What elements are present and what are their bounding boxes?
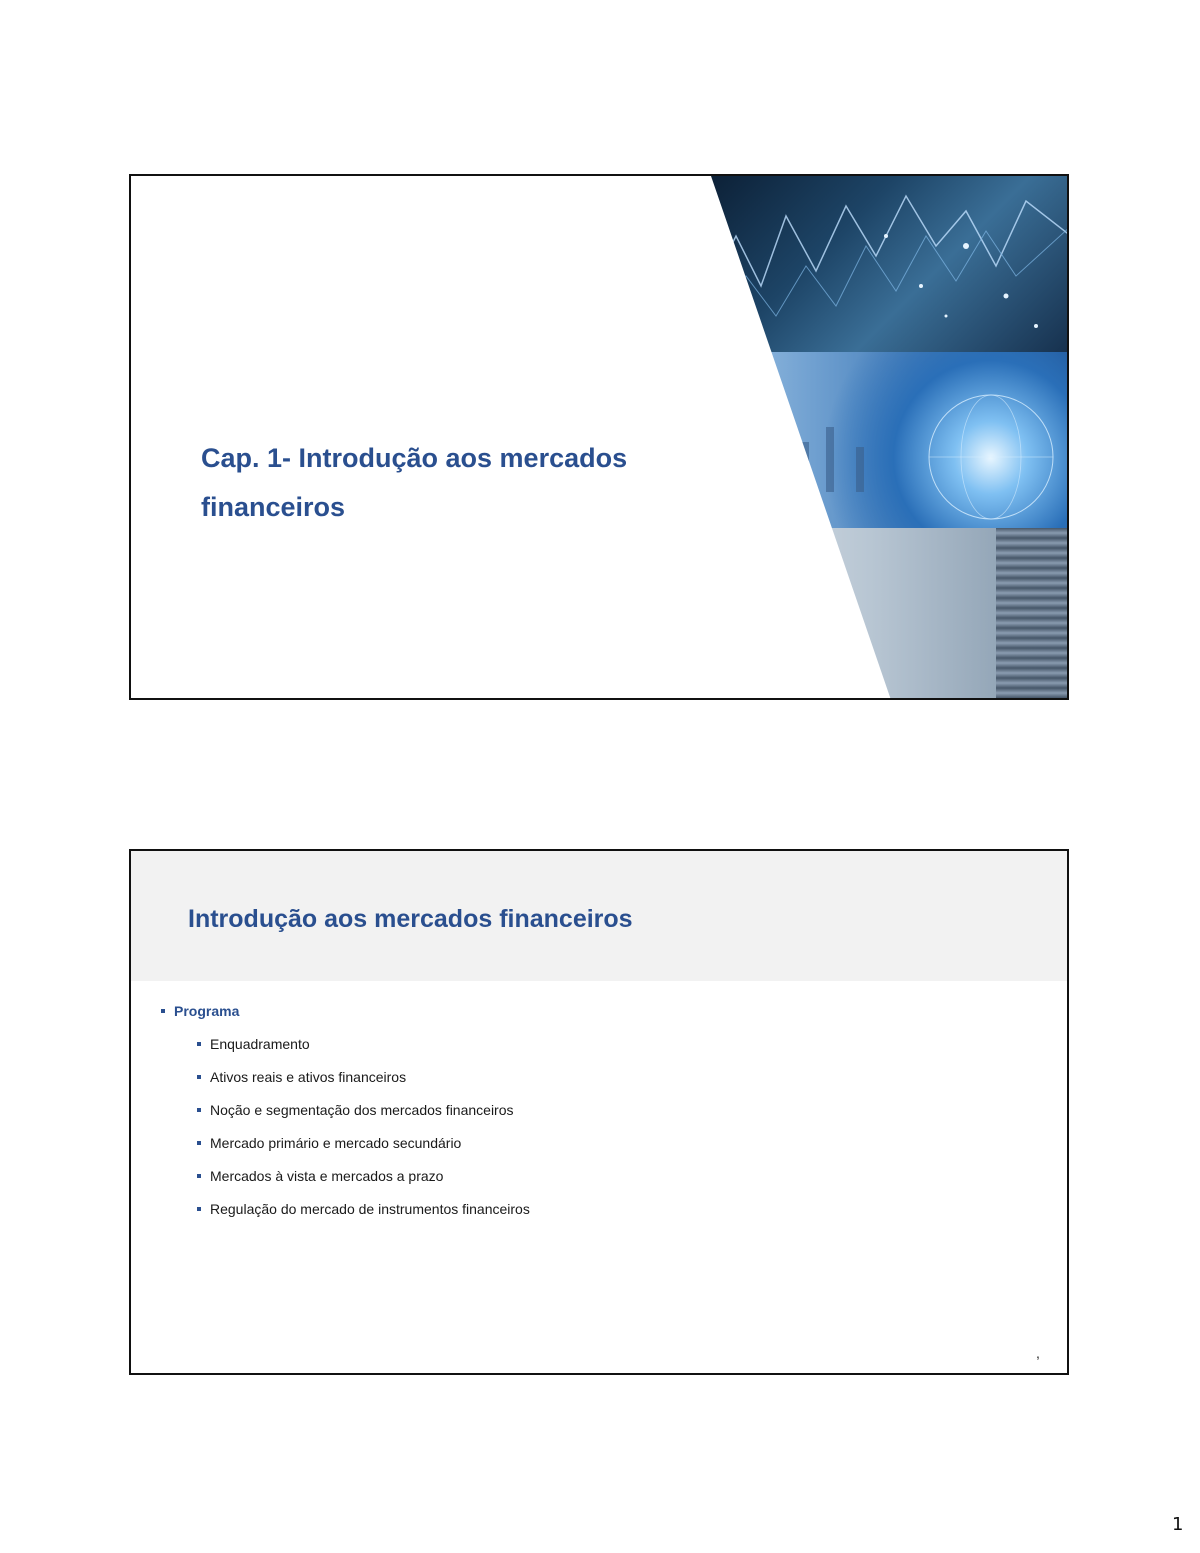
stock-chart-image-band bbox=[706, 176, 1069, 352]
globe-city-image-band bbox=[706, 352, 1069, 528]
list-item bbox=[197, 1168, 530, 1201]
slide-1-title-line-2: financeiros bbox=[201, 492, 346, 522]
bullet-icon bbox=[197, 1075, 201, 1079]
slide-2-title: Introdução aos mercados financeiros bbox=[188, 905, 633, 933]
list-item-text: Regulação do mercado de instrumentos financeiros bbox=[210, 1201, 530, 1217]
coin-stack-graphic bbox=[996, 528, 1069, 700]
program-list bbox=[197, 1036, 530, 1234]
list-item-text: Ativos reais e ativos financeiros bbox=[210, 1069, 407, 1085]
slide-2-header bbox=[131, 851, 1067, 981]
slide-1 bbox=[129, 174, 1069, 700]
list-item bbox=[197, 1102, 530, 1135]
slide-2 bbox=[129, 849, 1069, 1375]
list-item bbox=[197, 1069, 530, 1102]
bullet-icon bbox=[197, 1207, 201, 1211]
slide-1-title-line-1: Cap. 1- Introdução aos mercados bbox=[201, 443, 628, 473]
bullet-icon bbox=[197, 1174, 201, 1178]
slide-1-title bbox=[201, 434, 721, 532]
globe-graphic bbox=[706, 352, 1069, 528]
stock-lines-graphic bbox=[706, 176, 1069, 352]
bullet-icon bbox=[197, 1108, 201, 1112]
list-item-text: Noção e segmentação dos mercados financeiros bbox=[210, 1102, 514, 1118]
list-item bbox=[197, 1135, 530, 1168]
page-number: 1 bbox=[1172, 1514, 1184, 1535]
program-heading bbox=[161, 1003, 239, 1019]
list-item bbox=[197, 1201, 530, 1234]
slide-footer-mark: , bbox=[1036, 1345, 1040, 1361]
list-item-text: Enquadramento bbox=[210, 1036, 310, 1052]
list-item bbox=[197, 1036, 530, 1069]
bullet-icon bbox=[161, 1009, 165, 1013]
bullet-icon bbox=[197, 1042, 201, 1046]
list-item-text: Mercados à vista e mercados a prazo bbox=[210, 1168, 444, 1184]
financial-markets-image bbox=[706, 176, 1069, 700]
program-label: Programa bbox=[174, 1003, 240, 1019]
list-item-text: Mercado primário e mercado secundário bbox=[210, 1135, 462, 1151]
bullet-icon bbox=[197, 1141, 201, 1145]
